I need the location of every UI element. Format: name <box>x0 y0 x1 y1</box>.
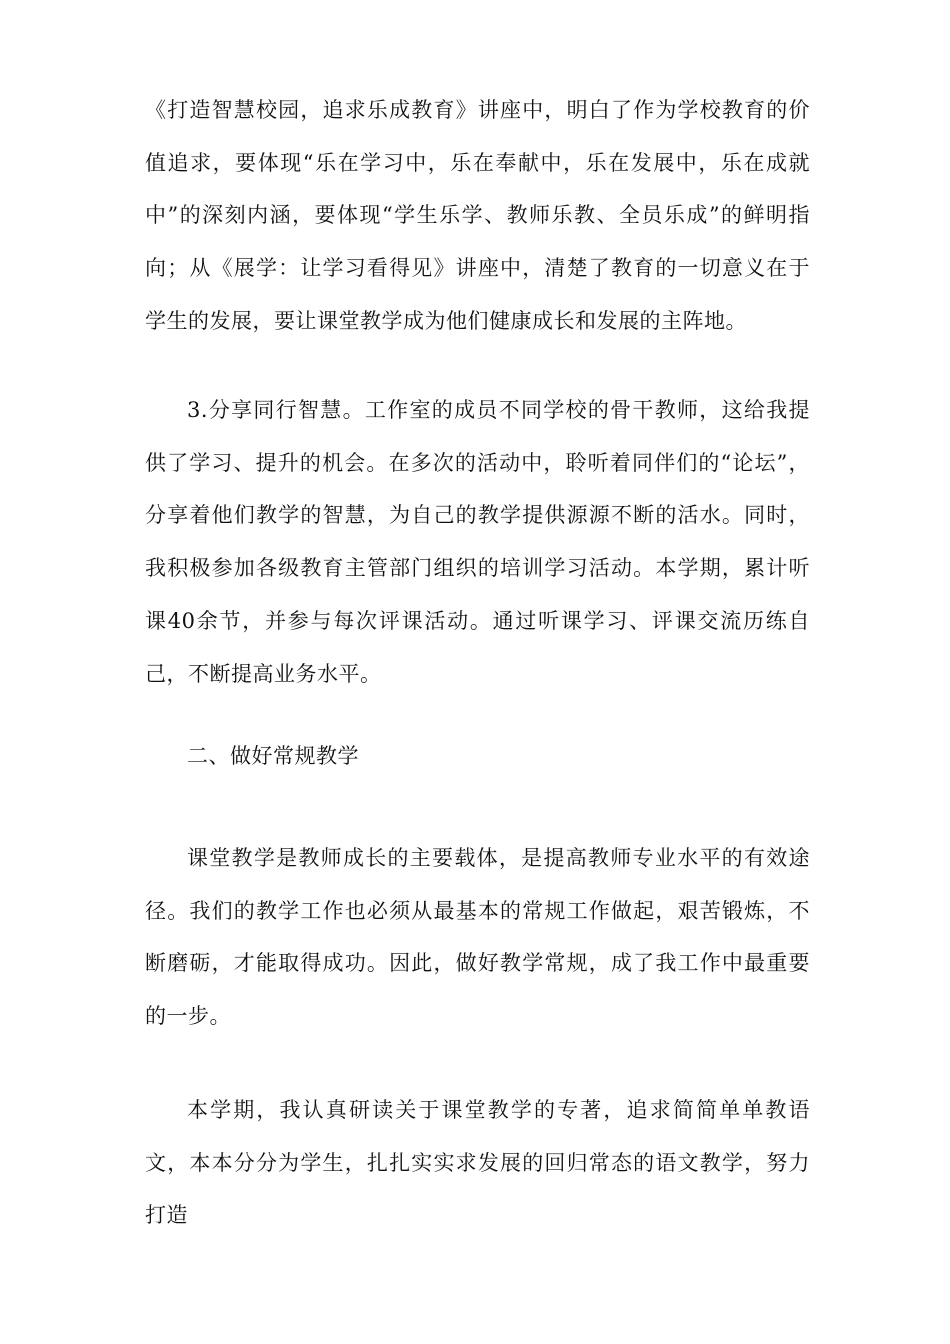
section-heading-routine-teaching: 二、做好常规教学 <box>187 744 359 768</box>
paragraph-classroom-teaching: 课堂教学是教师成长的主要载体，是提高教师专业水平的有效途径。我们的教学工作也必须从最基本的常规工作做起，艰苦锻炼，不断磨砺，才能取得成功。因此，做好教学常规，成了我工作中最重要的一步。 <box>145 846 810 1029</box>
paragraph-share-peer-wisdom: 3.分享同行智慧。工作室的成员不同学校的骨干教师，这给我提供了学习、提升的机会。在多次的活动中，聆听着同伴们的“论坛”，分享着他们教学的智慧，为自己的教学提供源源不断的活水。同时，我积极参加各级教育主管部门组织的培训学习活动。本学期，累计听课40余节，并参与每次评课活动。通过听课学习、评课交流历练自己，不断提高业务水平。 <box>145 398 810 686</box>
paragraph-this-semester: 本学期，我认真研读关于课堂教学的专著，追求简简单单教语文，本本分分为学生，扎扎实实求发展的回归常态的语文教学，努力打造 <box>145 1098 810 1228</box>
paragraph-lecture-reflection: 《打造智慧校园，追求乐成教育》讲座中，明白了作为学校教育的价值追求，要体现“乐在学习中，乐在奉献中，乐在发展中，乐在成就中”的深刻内涵，要体现“学生乐学、教师乐教、全员乐成”的鲜明指向；从《展学：让学习看得见》讲座中，清楚了教育的一切意义在于学生的发展，要让课堂教学成为他们健康成长和发展的主阵地。 <box>145 98 810 333</box>
